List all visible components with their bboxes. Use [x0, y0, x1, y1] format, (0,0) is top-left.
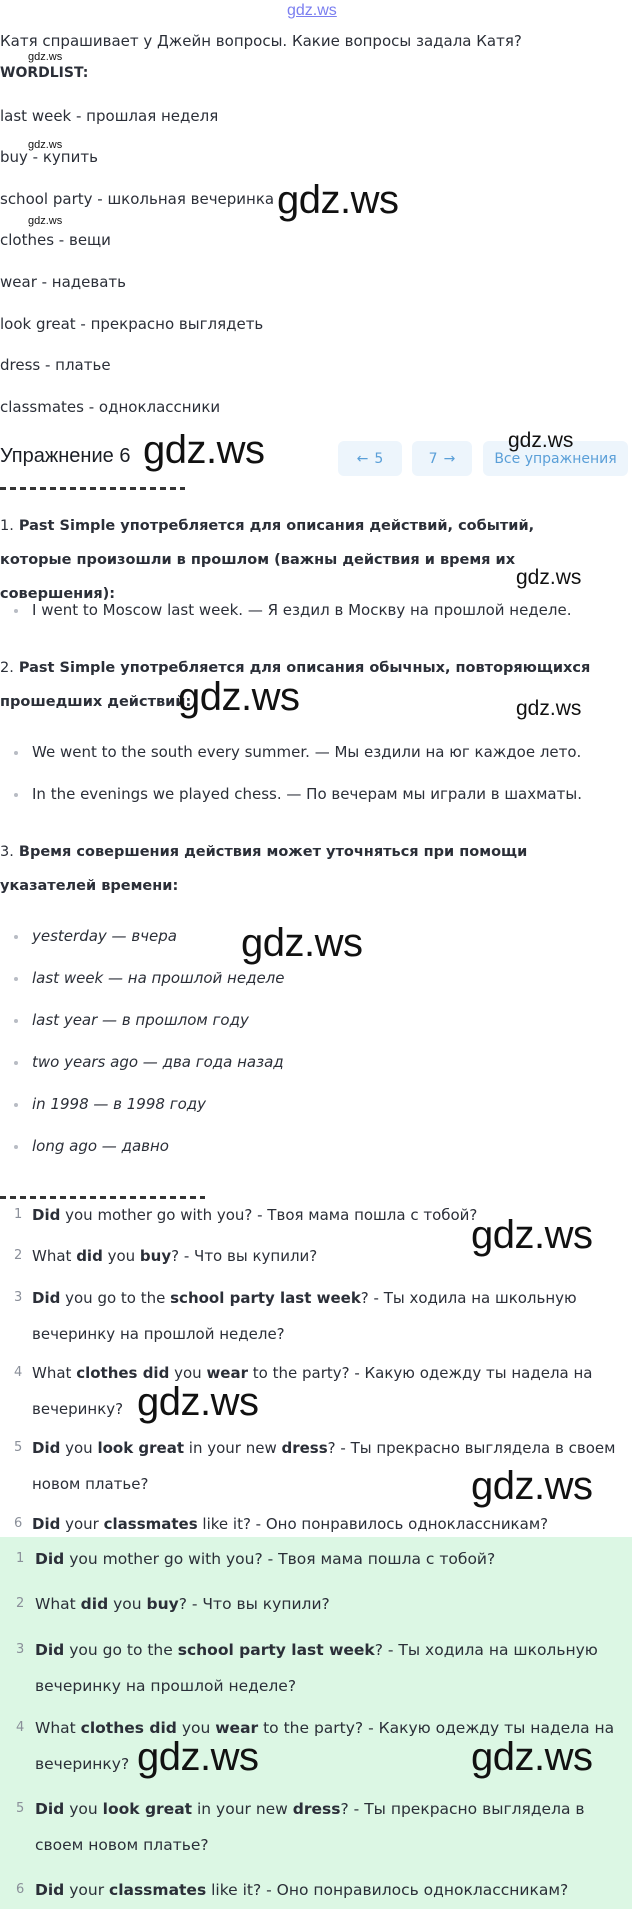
exercise-title: Упражнение 6 [0, 445, 131, 467]
watermark: gdz.ws [137, 1735, 259, 1779]
watermark: gdz.ws [28, 139, 63, 151]
watermark: gdz.ws [178, 675, 300, 719]
watermark: gdz.ws [28, 51, 63, 63]
wordlist-item: school party - школьная вечеринка [0, 190, 275, 208]
wordlist-item: clothes - вещи [0, 231, 111, 249]
wordlist-item: look great - прекрасно выглядеть [0, 315, 264, 333]
watermark: gdz.ws [516, 697, 582, 720]
task-intro: Катя спрашивает у Джейн вопросы. Какие вопросы задала Катя? [0, 32, 522, 50]
watermark: gdz.ws [143, 428, 265, 472]
bullet-icon [14, 1019, 18, 1023]
watermark: gdz.ws [137, 1380, 259, 1424]
bullet-icon [14, 977, 18, 981]
rule-1-title: 1. Past Simple употребляется для описания действий, событий, которые произошли в прошлом (важны действия и время их совершения): [0, 518, 535, 602]
bullet-icon [14, 751, 18, 755]
watermark: gdz.ws [516, 566, 582, 589]
watermark: gdz.ws [471, 1464, 593, 1508]
watermark: gdz.ws [277, 178, 399, 222]
wordlist-item: last week - прошлая неделя [0, 107, 219, 125]
bullet-icon [14, 609, 18, 613]
arrow-left-icon: ← [356, 450, 369, 467]
bullet-icon [14, 1145, 18, 1149]
bullet-icon [14, 1061, 18, 1065]
next-exercise-label: 7 [428, 450, 438, 467]
bullet-icon [14, 935, 18, 939]
bullet-icon [14, 1103, 18, 1107]
watermark: gdz.ws [508, 429, 574, 452]
rule-2-title: 2. Past Simple употребляется для описания обычных, повторяющихся прошедших действий: [0, 660, 591, 710]
arrow-right-icon: → [443, 450, 456, 467]
wordlist-title: WORDLIST: [0, 65, 89, 81]
wordlist-item: dress - платье [0, 356, 111, 374]
rule-3-title: 3. Время совершения действия может уточняться при помощи указателей времени: [0, 844, 528, 894]
next-exercise-button[interactable] [412, 441, 472, 476]
watermark: gdz.ws [471, 1735, 593, 1779]
bullet-icon [14, 793, 18, 797]
wordlist-item: buy - купить [0, 148, 98, 166]
site-logo-link[interactable]: gdz.ws [287, 2, 337, 19]
wordlist-item: classmates - одноклассники [0, 398, 221, 416]
watermark: gdz.ws [28, 215, 63, 227]
prev-exercise-button[interactable] [338, 441, 402, 476]
wordlist-item: wear - надевать [0, 273, 127, 291]
cut-off-text-line [0, 487, 185, 490]
watermark: gdz.ws [241, 921, 363, 965]
prev-exercise-label: 5 [374, 450, 384, 467]
all-exercises-label: Все упражнения [494, 450, 617, 467]
watermark: gdz.ws [471, 1213, 593, 1257]
